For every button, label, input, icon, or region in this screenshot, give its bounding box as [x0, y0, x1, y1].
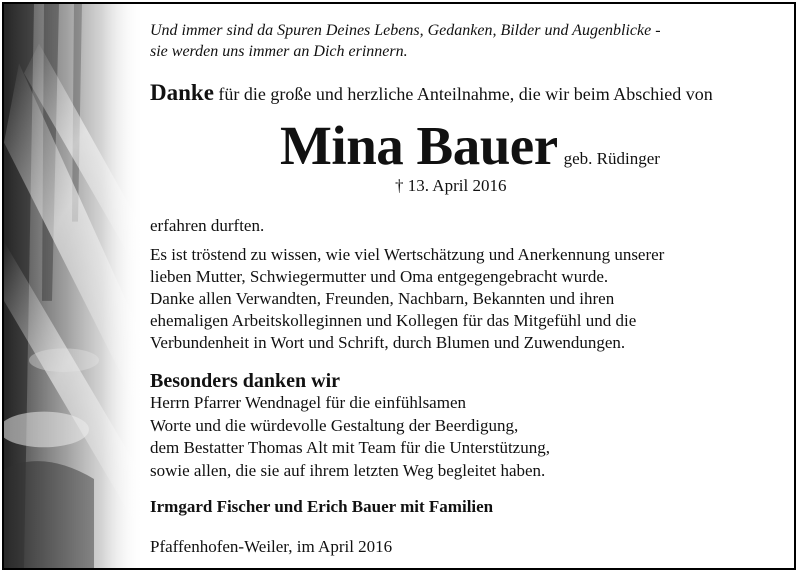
obituary-text: [150, 4, 774, 568]
thanks-line: [150, 80, 713, 106]
deceased-name-line: [280, 114, 660, 177]
paragraph-line: Herrn Pfarrer Wendnagel für die einfühlsamen: [150, 393, 466, 412]
death-date: † 13. April 2016: [395, 176, 507, 195]
paragraph-line: Danke allen Verwandten, Freunden, Nachbarn, Bekannten und ihren: [150, 289, 615, 308]
obituary-card: [2, 2, 796, 570]
forest-light-photo: [4, 4, 144, 568]
deceased-name: Mina Bauer: [280, 115, 558, 176]
family-signature: Irmgard Fischer und Erich Bauer mit Familien: [150, 497, 494, 516]
poem-line: sie werden uns immer an Dich erinnern.: [150, 43, 408, 60]
paragraph-experienced: erfahren durften.: [150, 216, 265, 235]
paragraph-line: Verbundenheit in Wort und Schrift, durch Blumen und Zuwendungen.: [150, 333, 626, 352]
forest-light-image: [4, 4, 144, 568]
thanks-lead-word: Danke: [150, 80, 214, 105]
paragraph-special-thanks: [150, 392, 770, 482]
paragraph-gratitude: [150, 244, 770, 354]
paragraph-line: ehemaligen Arbeitskolleginnen und Kollegen für das Mitgefühl und die: [150, 311, 637, 330]
paragraph-line: Worte und die würdevolle Gestaltung der Beerdigung,: [150, 415, 519, 435]
memorial-poem: [150, 20, 750, 62]
thanks-text: für die große und herzliche Anteilnahme, die wir beim Abschied von: [218, 84, 713, 104]
paragraph-line: Es ist tröstend zu wissen, wie viel Wertschätzung und Anerkennung unserer: [150, 245, 665, 264]
paragraph-line: dem Bestatter Thomas Alt mit Team für die Unterstützung,: [150, 438, 550, 457]
maiden-name: geb. Rüdinger: [563, 149, 660, 168]
paragraph-line: sowie allen, die sie auf ihrem letzten Weg begleitet haben.: [150, 460, 546, 480]
place-and-date: Pfaffenhofen-Weiler, im April 2016: [150, 537, 393, 556]
special-thanks-heading: Besonders danken wir: [150, 370, 341, 392]
poem-line: Und immer sind da Spuren Deines Lebens, Gedanken, Bilder und Augenblicke -: [150, 22, 661, 39]
paragraph-line: lieben Mutter, Schwiegermutter und Oma entgegengebracht wurde.: [150, 267, 609, 286]
